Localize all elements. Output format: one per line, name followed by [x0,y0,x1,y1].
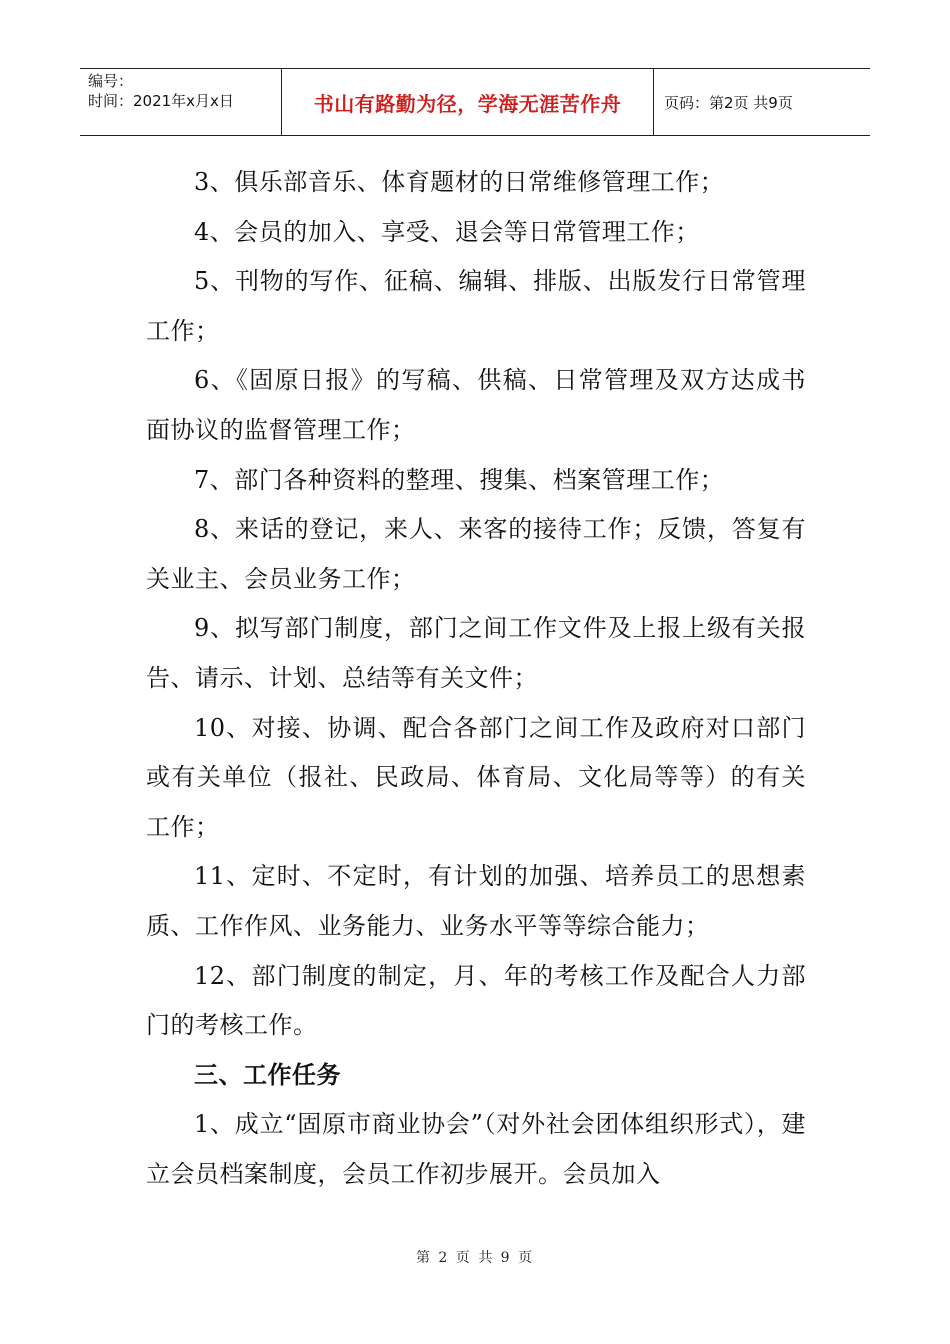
page-header [80,68,870,136]
document-number-label: 编号： [88,72,134,90]
document-body [146,158,806,1199]
paragraph: 12、部门制度的制定，月、年的考核工作及配合人力部门的考核工作。 [146,961,806,1040]
paragraph: 8、来话的登记，来人、来客的接待工作；反馈，答复有关业主、会员业务工作； [146,515,806,593]
paragraph: 7、部门各种资料的整理、搜集、档案管理工作； [194,465,725,494]
header-page-number: 页码：第2页 共9页 [664,93,793,112]
page-footer: 第 2 页 共 9 页 [415,1250,535,1266]
header-meta [80,69,282,135]
paragraph: 4、会员的加入、享受、退会等日常管理工作； [194,217,700,246]
paragraph: 5、刊物的写作、征稿、编辑、排版、出版发行日常管理工作； [146,267,806,345]
paragraph: 11、定时、不定时，有计划的加强、培养员工的思想素质、工作作风、业务能力、业务水平等等综合能力； [146,862,806,940]
document-time-label: 时间：2021年x月x日 [88,92,234,110]
section-heading: 三、工作任务 [194,1060,341,1089]
paragraph: 10、对接、协调、配合各部门之间工作及政府对口部门或有关单位（报社、民政局、体育局、文化局等等）的有关工作； [146,713,806,841]
paragraph: 9、拟写部门制度，部门之间工作文件及上报上级有关报告、请示、计划、总结等有关文件； [146,614,806,692]
paragraph: 6、《固原日报》的写稿、供稿、日常管理及双方达成书面协议的监督管理工作； [146,366,806,444]
paragraph: 1、成立“固原市商业协会”（对外社会团体组织形式），建立会员档案制度，会员工作初步展开。会员加入 [146,1110,806,1188]
paragraph: 3、俱乐部音乐、体育题材的日常维修管理工作； [194,168,725,196]
header-motto: 书山有路勤为径，学海无涯苦作舟 [282,69,654,135]
